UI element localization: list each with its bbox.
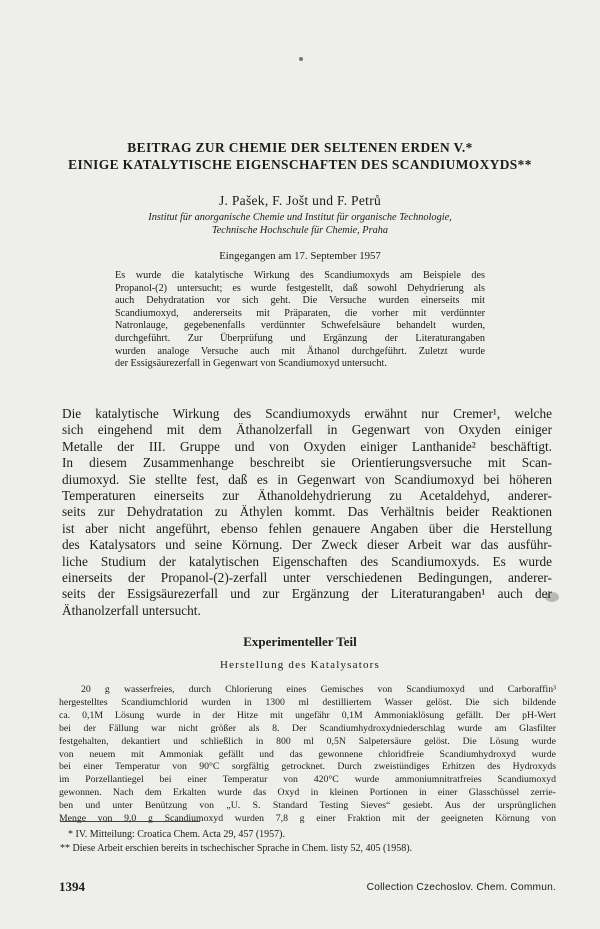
- article-title-line-2: EINIGE KATALYTISCHE EIGENSCHAFTEN DES SCANDIUMOXYDS**: [68, 157, 532, 172]
- experimental-line: festgehalten, dekantiert und schließlich in 800 ml 0,5N Salpetersäure gelöst. Die Lösung wurde: [59, 735, 556, 747]
- experimental-line: ben und unter Benützung von „U. S. Standard Testing Sieves“ gesiebt. Aus der ursprünglichen: [59, 800, 556, 812]
- affiliation-line: Technische Hochschule für Chemie, Praha: [211, 225, 389, 236]
- experimental-line: bei einer Temperatur von 90°C sorgfältig getrocknet. Durch zweistündiges Erhitzen des Hydroxyds: [59, 761, 556, 773]
- abstract: [115, 270, 485, 371]
- experimental-line: im Porzellantiegel bei einer Temperatur von 420°C wurde ammoniumnitratfreies Scandiumoxyd: [59, 774, 556, 786]
- body-line: ist aber nicht angeführt, ebenso fehlen genauere Angaben über die Herstellung: [62, 520, 552, 536]
- abstract-line: Natronlauge, gegebenenfalls verdünnter Schwefelsäure behandelt wurden,: [115, 320, 485, 332]
- body-line: sich eingehend mit dem Äthanolzerfall in Gegenwart von Oxyden einiger: [62, 422, 552, 438]
- footnote-divider: [60, 821, 200, 822]
- body-line: Metalle der III. Gruppe und von Oxyden einiger Lanthanide² beschäftigt.: [62, 438, 552, 454]
- experimental-line: von neuem mit Ammoniak gefällt und das gewonnene chloridfreie Scandiumhydroxyd wurde: [59, 748, 556, 760]
- body-line: Äthanolzerfall untersucht.: [62, 602, 201, 618]
- received-date: Eingegangen am 17. September 1957: [219, 250, 381, 262]
- footnote-1: * IV. Mitteilung: Croatica Chem. Acta 29, 457 (1957).: [68, 829, 286, 840]
- article-title-line-1: BEITRAG ZUR CHEMIE DER SELTENEN ERDEN V.*: [127, 140, 473, 155]
- abstract-line: auch Dehydratation vor sich geht. Die Versuche wurden einerseits mit: [115, 295, 485, 307]
- body-line: Die katalytische Wirkung des Scandiumoxyds erwähnt nur Cremer¹, welche: [62, 406, 552, 421]
- abstract-line: Es wurde die katalytische Wirkung des Scandiumoxyds am Beispiele des: [115, 270, 485, 281]
- experimental-line: hergestelltes Scandiumchlorid wurden in 1300 ml destilliertem Wasser gelöst. Die sich bildende: [59, 696, 556, 708]
- experimental-paragraph: [59, 684, 556, 826]
- body-line: seits zur Dehydratation zu Äthylen kommt. Das Verhältnis beider Reaktionen: [62, 504, 552, 520]
- subsection-heading: Herstellung des Katalysators: [219, 659, 381, 671]
- experimental-line: gewonnen. Nach dem Erkalten wurde das Oxyd in kleinen Portionen in einer Glasschüssel zerrie-: [59, 787, 556, 799]
- body-line: des Katalysators und seine Körnung. Der Zweck dieser Arbeit war das ausführ-: [62, 537, 552, 553]
- body-line: diumoxyd. Sie stellte fest, daß es in Gegenwart von Scandiumoxyd bei höheren: [62, 471, 552, 487]
- journal-name: Collection Czechoslov. Chem. Commun.: [366, 882, 556, 893]
- abstract-line: der Essigsäurezerfall in Gegenwart von Scandiumoxyd untersucht.: [115, 358, 387, 370]
- abstract-line: Scandiumoxyd, andererseits mit Präparaten, die vorher mit verdünnter: [115, 307, 485, 319]
- abstract-line: durchgeführt. Zur Überprüfung und Ergänzung der Literaturangaben: [115, 332, 485, 344]
- intro-paragraph: [62, 406, 552, 619]
- abstract-line: Propanol-(2) untersucht; es wurde festgestellt, daß sowohl Dehydrierung als: [115, 282, 485, 294]
- body-line: einerseits der Propanol-(2)-zerfall unter verschiedenen Bedingungen, anderer-: [62, 570, 552, 586]
- section-heading: Experimenteller Teil: [243, 634, 357, 649]
- body-line: In diesem Zusammenhange beschreibt sie Orientierungsversuche mit Scan-: [62, 455, 552, 471]
- experimental-line: Menge von 9,0 g Scandiumoxyd wurden 7,8 g einer Fraktion mit der geeigneten Körnung von: [59, 813, 556, 825]
- experimental-line: bei der Fällung war nicht größer als 8. Der Scandiumhydroxydniederschlag wurde am Glasfilter: [59, 722, 556, 734]
- abstract-line: wurden analoge Versuche auch mit Äthanol durchgeführt. Zuletzt wurde: [115, 345, 485, 357]
- authors: J. Pašek, F. Jošt und F. Petrů: [218, 193, 382, 208]
- footnote-2: ** Diese Arbeit erschien bereits in tschechischer Sprache in Chem. listy 52, 405 (1958).: [60, 843, 413, 854]
- page-number: 1394: [59, 879, 85, 894]
- scan-speck: [299, 57, 303, 61]
- body-line: seits der Essigsäurezerfall und zur Ergänzung der Literaturangaben¹ auch der: [62, 586, 552, 602]
- body-line: liche Studium der katalytischen Eigenschaften des Scandiumoxyds. Es wurde: [62, 553, 552, 569]
- body-line: Temperaturen einerseits zur Äthanoldehydrierung zu Acetaldehyd, anderer-: [62, 488, 552, 504]
- experimental-line: 20 g wasserfreies, durch Chlorierung eines Gemisches von Scandiumoxyd und Carboraffin³: [81, 684, 556, 695]
- affiliation: [40, 211, 560, 237]
- affiliation-line: Institut für anorganische Chemie und Institut für organische Technologie,: [148, 212, 452, 223]
- experimental-line: ca. 0,1M Lösung wurde in der Hitze mit ungefähr 0,1M Ammoniaklösung gefällt. Der pH-Wert: [59, 709, 556, 721]
